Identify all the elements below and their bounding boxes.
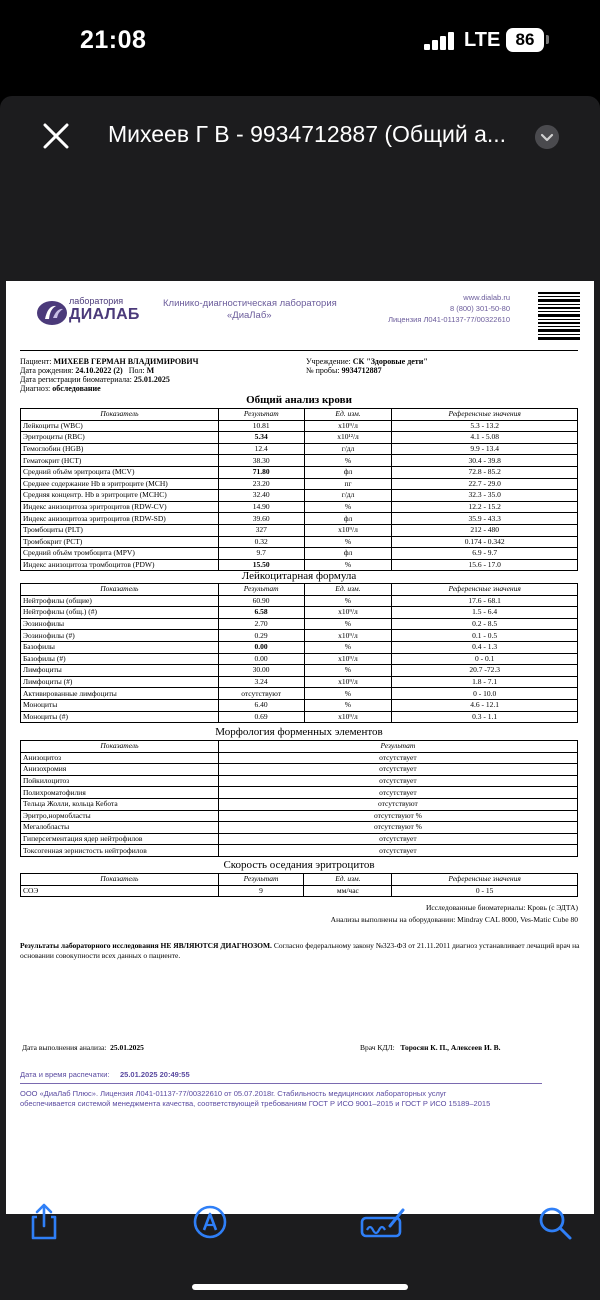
sample-label: № пробы: <box>306 366 340 375</box>
table-cell: 12.2 - 15.2 <box>392 501 578 513</box>
table-cell: Тромбокрит (PCT) <box>21 536 219 548</box>
table-row <box>21 764 578 776</box>
nav-bar <box>0 96 600 176</box>
table-row <box>21 443 578 455</box>
table-cell: 60.90 <box>218 595 304 607</box>
dob-value: 24.10.2022 (2) <box>75 366 123 375</box>
table-cell: 15.50 <box>218 559 304 571</box>
column-header: Результат <box>218 584 304 596</box>
institution-row <box>306 357 428 366</box>
diagnosis-row <box>20 384 101 393</box>
table-cell: 10.81 <box>218 420 304 432</box>
table-cell: 0.69 <box>218 711 304 723</box>
table-row <box>21 536 578 548</box>
diff-header-row <box>21 584 578 596</box>
table-cell: Средняя концентр. Hb в эритроците (MCHC) <box>21 490 219 502</box>
table-cell: 0 - 15 <box>392 885 578 897</box>
table-cell: 23.20 <box>218 478 304 490</box>
table-cell: Эозинофилы (#) <box>21 630 219 642</box>
table-cell: мм/час <box>304 885 392 897</box>
institution-label: Учреждение: <box>306 357 351 366</box>
table-row <box>21 641 578 653</box>
lab-license: Лицензия Л041-01137-77/00322610 <box>388 315 510 324</box>
table-cell: % <box>304 559 392 571</box>
table-cell: 17.6 - 68.1 <box>392 595 578 607</box>
table-row <box>21 595 578 607</box>
table-cell: Мегалобласты <box>21 822 219 834</box>
analysis-date: 25.01.2025 <box>110 1043 144 1052</box>
table-cell: % <box>304 536 392 548</box>
lab-phone: 8 (800) 301-50-80 <box>449 304 510 313</box>
registration-label: Дата регистрации биоматериала: <box>20 375 132 384</box>
table-cell: 9 <box>218 885 304 897</box>
table-cell: Лимфоциты (#) <box>21 676 219 688</box>
barcode-icon <box>538 292 580 340</box>
footer-line-1: ООО «ДиаЛаб Плюс». Лицензия Л041-01137-77/00322610 от 05.07.2018г. Стабильность медицинских лабораторных услуг <box>20 1089 447 1098</box>
esr-header-row <box>21 874 578 886</box>
column-header: Результат <box>218 409 304 421</box>
table-cell: 2.70 <box>218 618 304 630</box>
table-cell: отсутствует <box>218 787 577 799</box>
table-cell: Эозинофилы <box>21 618 219 630</box>
institution-value: СК "Здоровые дети" <box>352 357 428 366</box>
table-cell: x10⁹/л <box>304 676 392 688</box>
lab-contacts <box>388 292 510 325</box>
close-icon[interactable] <box>38 118 74 154</box>
table-cell: 30.00 <box>218 665 304 677</box>
table-cell: 327 <box>218 524 304 536</box>
column-header: Результат <box>218 741 577 753</box>
table-cell: 12.4 <box>218 443 304 455</box>
table-cell: 212 - 480 <box>392 524 578 536</box>
table-row <box>21 885 578 897</box>
morph-header-row <box>21 741 578 753</box>
table-cell: 0.4 - 1.3 <box>392 641 578 653</box>
patient-name-row <box>20 357 198 366</box>
table-cell: 5.34 <box>218 432 304 444</box>
table-cell: Тромбоциты (PLT) <box>21 524 219 536</box>
table-cell: 0.1 - 0.5 <box>392 630 578 642</box>
table-cell: 6.58 <box>218 607 304 619</box>
table-cell: Лимфоциты <box>21 665 219 677</box>
patient-name: МИХЕЕВ ГЕРМАН ВЛАДИМИРОВИЧ <box>53 357 199 366</box>
table-cell: Анизохромия <box>21 764 219 776</box>
cbc-title-text: Общий анализ крови <box>246 394 352 406</box>
table-cell: Базофилы <box>21 641 219 653</box>
conclusion-text <box>20 941 580 961</box>
doctor-label: Врач КДЛ: <box>360 1043 395 1052</box>
table-cell: Нейтрофилы (общ.) (#) <box>21 607 219 619</box>
table-row <box>21 665 578 677</box>
table-cell: отсутствуют <box>218 688 304 700</box>
morph-table <box>20 740 578 857</box>
esr-table <box>20 873 578 897</box>
table-cell: 72.8 - 85.2 <box>392 466 578 478</box>
conclusion-bold: Результаты лабораторного исследования НЕ ЯВЛЯЮТСЯ ДИАГНОЗОМ. <box>20 941 272 950</box>
share-icon[interactable] <box>24 1202 64 1242</box>
table-cell: отсутствует <box>218 775 577 787</box>
logo-caption: лаборатория <box>69 296 124 306</box>
table-cell: 4.1 - 5.08 <box>392 432 578 444</box>
column-header: Показатель <box>21 584 219 596</box>
bottom-toolbar <box>0 1190 600 1260</box>
print-label: Дата и время распечатки: <box>20 1070 110 1079</box>
table-cell: x10⁹/л <box>304 524 392 536</box>
cellular-signal-icon <box>424 32 456 50</box>
table-cell: г/дл <box>304 490 392 502</box>
table-row <box>21 630 578 642</box>
table-cell: отсутствуют % <box>218 822 577 834</box>
table-cell: 35.9 - 43.3 <box>392 513 578 525</box>
status-time: 21:08 <box>80 26 147 54</box>
table-row <box>21 420 578 432</box>
cbc-header-row <box>21 409 578 421</box>
table-cell: % <box>304 641 392 653</box>
table-cell: отсутствуют <box>218 798 577 810</box>
table-row <box>21 845 578 857</box>
table-row <box>21 752 578 764</box>
print-datetime: 25.01.2025 20:49:55 <box>120 1070 190 1079</box>
column-header: Показатель <box>21 741 219 753</box>
table-cell: фл <box>304 548 392 560</box>
print-row <box>20 1070 190 1079</box>
registration-date: 25.01.2025 <box>133 375 170 384</box>
table-row <box>21 548 578 560</box>
conclusion-rest: Согласно федеральному закону №323-ФЗ от 21.11.2011 диагноз устанавливает лечащий врач на основании совокупности всех данных о пациенте. <box>20 941 580 960</box>
table-row <box>21 822 578 834</box>
table-cell: Гиперсегментация ядер нейтрофилов <box>21 833 219 845</box>
footer-divider <box>20 1083 542 1084</box>
table-cell: 4.6 - 12.1 <box>392 699 578 711</box>
logo-name: ДИАЛАБ <box>69 306 140 323</box>
table-cell: % <box>304 455 392 467</box>
table-cell: 0 - 10.0 <box>392 688 578 700</box>
table-cell: 71.80 <box>218 466 304 478</box>
table-cell: Эритро,нормобласты <box>21 810 219 822</box>
sample-row <box>306 366 382 375</box>
column-header: Референсные значения <box>392 584 578 596</box>
doctor-names: Торосян К. П., Алексеев И. В. <box>400 1043 501 1052</box>
registration-row <box>20 375 170 384</box>
esr-title: Скорость оседания эритроцитов <box>223 859 375 871</box>
table-row <box>21 810 578 822</box>
table-cell: 9.9 - 13.4 <box>392 443 578 455</box>
morph-title: Морфология форменных элементов <box>215 726 383 738</box>
table-row <box>21 490 578 502</box>
table-row <box>21 466 578 478</box>
table-cell: 3.24 <box>218 676 304 688</box>
battery-tip <box>546 35 549 44</box>
sample-number: 9934712887 <box>341 366 382 375</box>
table-cell: 20.7 -72.3 <box>392 665 578 677</box>
table-cell: Тельца Жолли, кольца Кебота <box>21 798 219 810</box>
table-cell: Моноциты <box>21 699 219 711</box>
table-cell: Средний объём эритроцита (MCV) <box>21 466 219 478</box>
biomaterial-note: Исследованные биоматериалы: Кровь (с ЭДТА) <box>425 903 578 912</box>
diagnosis-value: обследование <box>52 384 101 393</box>
table-cell: 0.32 <box>218 536 304 548</box>
table-cell: 5.3 - 13.2 <box>392 420 578 432</box>
table-cell: % <box>304 665 392 677</box>
table-cell: Нейтрофилы (общие) <box>21 595 219 607</box>
dialab-logo-icon <box>36 299 72 327</box>
table-row <box>21 688 578 700</box>
table-cell: 0.3 - 1.1 <box>392 711 578 723</box>
table-row <box>21 775 578 787</box>
table-cell: отсутствует <box>218 833 577 845</box>
analysis-date-row <box>22 1043 144 1052</box>
table-cell: 1.8 - 7.1 <box>392 676 578 688</box>
sex-value: М <box>146 366 155 375</box>
table-cell: 32.40 <box>218 490 304 502</box>
diff-title: Лейкоцитарная формула <box>241 570 357 582</box>
chevron-down-icon[interactable] <box>535 125 559 149</box>
table-cell: x10⁹/л <box>304 711 392 723</box>
table-cell: 38.30 <box>218 455 304 467</box>
table-row <box>21 676 578 688</box>
table-cell: отсутствует <box>218 845 577 857</box>
table-cell: Индекс анизоцитоза эритроцитов (RDW-SD) <box>21 513 219 525</box>
table-cell: СОЭ <box>21 885 219 897</box>
table-cell: Базофилы (#) <box>21 653 219 665</box>
column-header: Ед. изм. <box>304 874 392 886</box>
table-cell: 14.90 <box>218 501 304 513</box>
footer-line-2: обеспечивается системой менеджмента качества, соответствующей требованиям ГОСТ Р ИСО 9001–2015 и ГОСТ Р ИСО 15189–2015 <box>20 1099 491 1108</box>
table-cell: 30.4 - 39.8 <box>392 455 578 467</box>
footer-text <box>20 1089 580 1109</box>
column-header: Результат <box>218 874 304 886</box>
table-cell: отсутствуют % <box>218 810 577 822</box>
table-cell: % <box>304 618 392 630</box>
table-cell: г/дл <box>304 443 392 455</box>
table-cell: % <box>304 501 392 513</box>
diagnosis-label: Диагноз: <box>20 384 51 393</box>
table-row <box>21 478 578 490</box>
table-cell: Лейкоциты (WBC) <box>21 420 219 432</box>
table-cell: 6.9 - 9.7 <box>392 548 578 560</box>
column-header: Показатель <box>21 874 219 886</box>
table-cell: Полихроматофилия <box>21 787 219 799</box>
table-row <box>21 711 578 723</box>
table-cell: 0.2 - 8.5 <box>392 618 578 630</box>
table-cell: 6.40 <box>218 699 304 711</box>
table-cell: % <box>304 688 392 700</box>
diff-table <box>20 583 578 723</box>
table-cell: Токсогенная зернистость нейтрофилов <box>21 845 219 857</box>
cbc-table <box>20 408 578 571</box>
lab-site: www.dialab.ru <box>463 293 510 302</box>
table-cell: 0.00 <box>218 641 304 653</box>
table-cell: 0.29 <box>218 630 304 642</box>
table-cell: 32.3 - 35.0 <box>392 490 578 502</box>
table-cell: Пойкилоцитоз <box>21 775 219 787</box>
home-indicator[interactable] <box>192 1284 408 1290</box>
table-cell: Гемоглобин (HGB) <box>21 443 219 455</box>
table-cell: отсутствует <box>218 752 577 764</box>
table-row <box>21 524 578 536</box>
column-header: Референсные значения <box>392 874 578 886</box>
table-cell: фл <box>304 513 392 525</box>
network-type: LTE <box>464 29 501 51</box>
battery-icon: 86 <box>506 28 544 52</box>
table-cell: 0 - 0.1 <box>392 653 578 665</box>
sex-label: Пол: <box>128 366 145 375</box>
table-row <box>21 607 578 619</box>
table-cell: x10⁹/л <box>304 607 392 619</box>
table-cell: % <box>304 595 392 607</box>
column-header: Референсные значения <box>392 409 578 421</box>
table-cell: Моноциты (#) <box>21 711 219 723</box>
table-cell: x10⁹/л <box>304 653 392 665</box>
table-cell: Средний объём тромбоцита (MPV) <box>21 548 219 560</box>
table-row <box>21 618 578 630</box>
dob-label: Дата рождения: <box>20 366 74 375</box>
table-cell: Анизоцитоз <box>21 752 219 764</box>
search-icon[interactable] <box>536 1204 576 1244</box>
document-title[interactable]: Михеев Г В - 9934712887 (Общий а... <box>108 121 507 147</box>
table-cell: 9.7 <box>218 548 304 560</box>
table-cell: Индекс анизоцитоза эритроцитов (RDW-CV) <box>21 501 219 513</box>
table-cell: 22.7 - 29.0 <box>392 478 578 490</box>
equipment-note: Анализы выполнены на оборудовании: Mindray CAL 8000, Ves-Matic Cube 80 <box>330 915 578 924</box>
table-row <box>21 432 578 444</box>
table-cell: % <box>304 699 392 711</box>
table-cell: Эритроциты (RBC) <box>21 432 219 444</box>
table-cell: x10⁹/л <box>304 420 392 432</box>
table-cell: 0.00 <box>218 653 304 665</box>
table-cell: x10¹²/л <box>304 432 392 444</box>
markup-icon[interactable] <box>190 1204 230 1244</box>
patient-name-label: Пациент: <box>20 357 52 366</box>
table-row <box>21 787 578 799</box>
table-cell: 1.5 - 6.4 <box>392 607 578 619</box>
table-cell: Среднее содержание Hb в эритроците (MCH) <box>21 478 219 490</box>
signature-icon[interactable] <box>360 1204 406 1244</box>
table-cell: отсутствует <box>218 764 577 776</box>
table-cell: Активированные лимфоциты <box>21 688 219 700</box>
status-bar <box>0 0 600 84</box>
doctor-row <box>360 1043 500 1052</box>
lab-heading: Клинико-диагностическая лаборатория <box>163 298 337 309</box>
column-header: Показатель <box>21 409 219 421</box>
table-cell: Индекс анизоцитоза тромбоцитов (PDW) <box>21 559 219 571</box>
cbc-title <box>20 394 578 406</box>
document-page <box>6 281 594 1214</box>
table-cell: 15.6 - 17.0 <box>392 559 578 571</box>
table-cell: пг <box>304 478 392 490</box>
patient-dob-row <box>20 366 154 375</box>
table-cell: x10⁹/л <box>304 630 392 642</box>
column-header: Ед. изм. <box>304 584 392 596</box>
document-viewer-sheet <box>0 96 600 1300</box>
table-row <box>21 513 578 525</box>
table-cell: 39.60 <box>218 513 304 525</box>
table-cell: Гематокрит (HCT) <box>21 455 219 467</box>
table-row <box>21 798 578 810</box>
header-divider <box>20 350 578 351</box>
column-header: Ед. изм. <box>304 409 392 421</box>
table-cell: фл <box>304 466 392 478</box>
table-row <box>21 653 578 665</box>
table-row <box>21 455 578 467</box>
analysis-date-label: Дата выполнения анализа: <box>22 1043 107 1052</box>
table-row <box>21 501 578 513</box>
table-cell: 0.174 - 0.342 <box>392 536 578 548</box>
table-row <box>21 699 578 711</box>
lab-subheading: «ДиаЛаб» <box>227 310 272 321</box>
table-row <box>21 833 578 845</box>
